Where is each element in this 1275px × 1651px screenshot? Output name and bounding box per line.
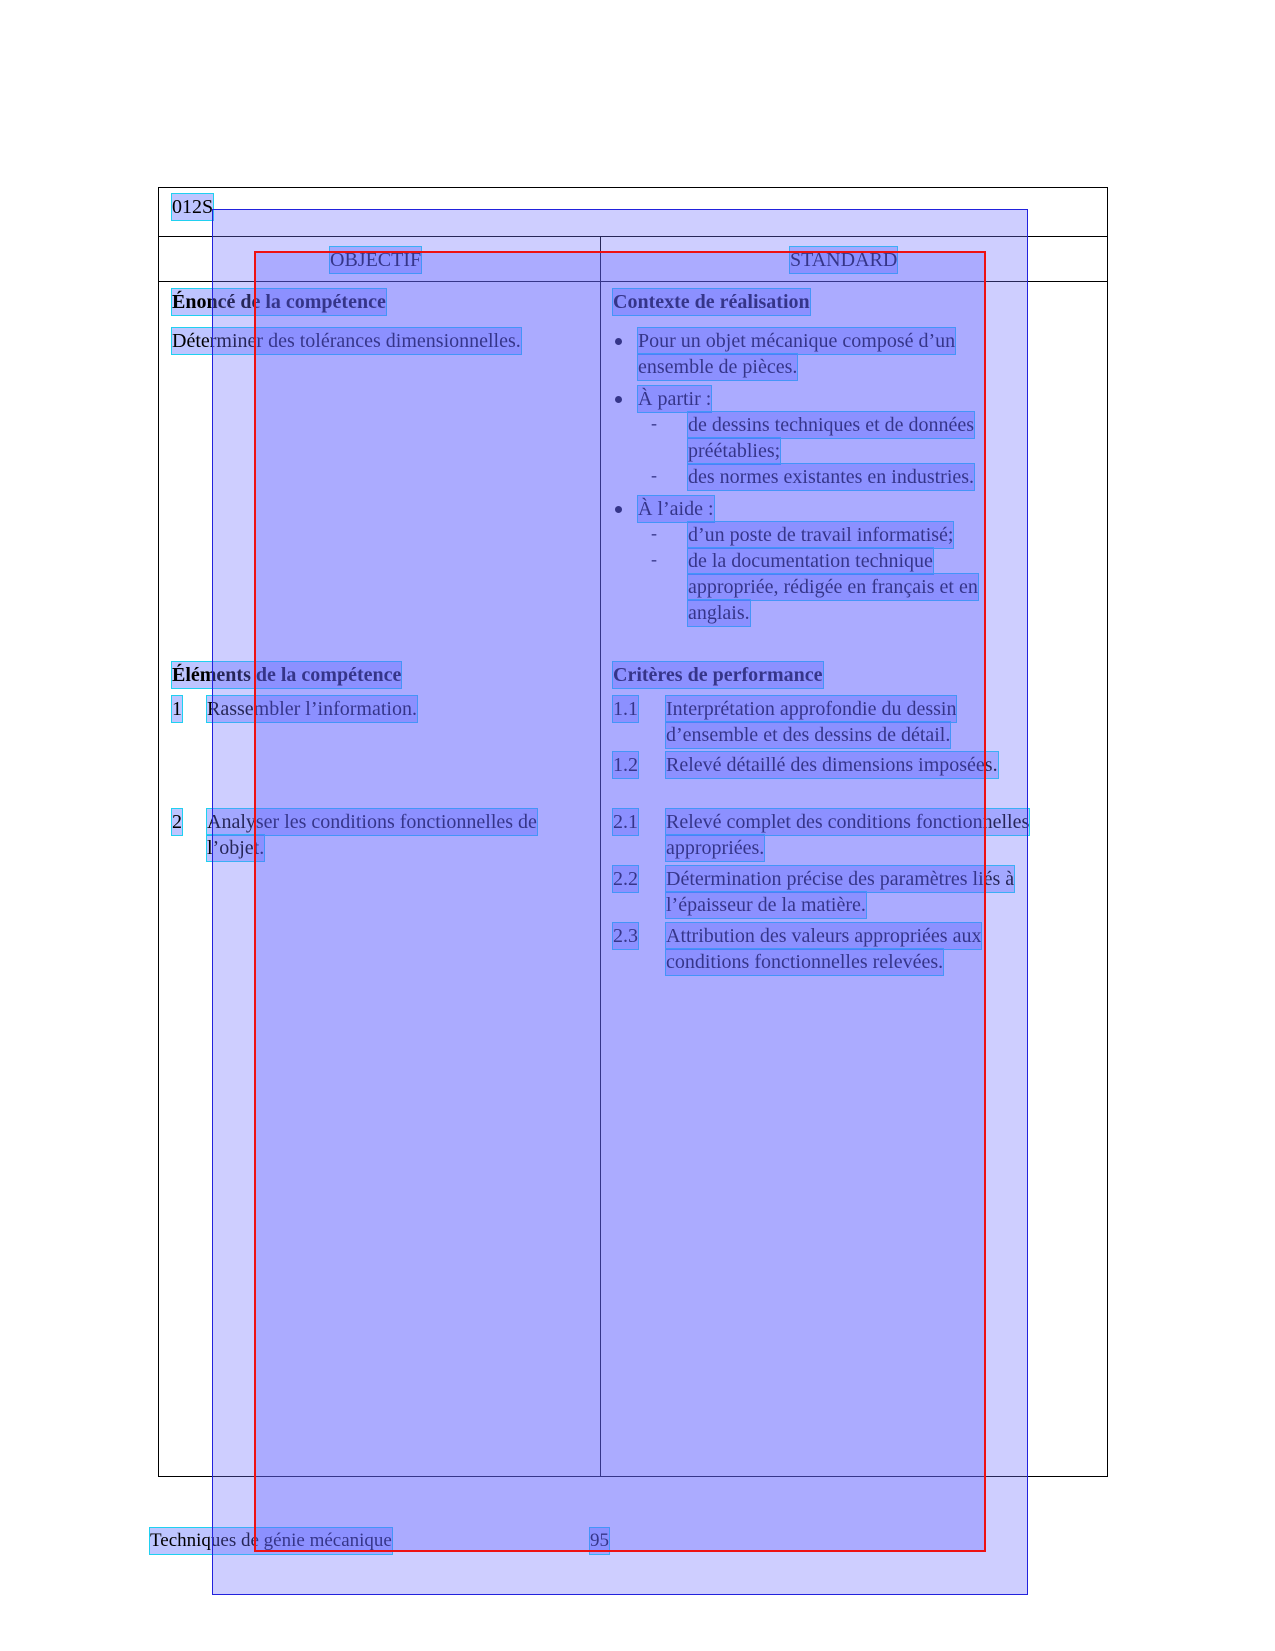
- dash-icon: -: [651, 523, 657, 543]
- critere-text: d’ensemble et des dessins de détail.: [666, 724, 951, 746]
- critere-text: Interprétation approfondie du dessin: [666, 698, 957, 720]
- criteres-title: Critères de performance: [613, 664, 823, 686]
- contexte-subitem: de la documentation technique: [688, 550, 933, 572]
- dash-icon: -: [651, 465, 657, 485]
- element-text: l’objet.: [207, 837, 265, 859]
- objectif-header: OBJECTIF: [330, 249, 422, 271]
- competence-code: 012S: [172, 196, 214, 218]
- contexte-subitem: appropriée, rédigée en français et en: [688, 576, 978, 598]
- element-text: Rassembler l’information.: [207, 698, 417, 720]
- critere-text: l’épaisseur de la matière.: [666, 894, 866, 916]
- critere-number: 1.2: [613, 754, 638, 776]
- element-number: 2: [172, 811, 182, 833]
- dash-icon: -: [651, 549, 657, 569]
- critere-text: Relevé complet des conditions fonctionnelles: [666, 811, 1030, 833]
- critere-text: appropriées.: [666, 837, 765, 859]
- critere-text: Attribution des valeurs appropriées aux: [666, 925, 982, 947]
- page-number: 95: [590, 1528, 609, 1554]
- standard-header: STANDARD: [790, 249, 898, 271]
- critere-text: Relevé détaillé des dimensions imposées.: [666, 754, 998, 776]
- contexte-item: À l’aide :: [638, 498, 714, 520]
- critere-text: conditions fonctionnelles relevées.: [666, 951, 944, 973]
- contexte-item: ensemble de pièces.: [638, 356, 798, 378]
- critere-text: Détermination précise des paramètres liés à: [666, 868, 1015, 890]
- footer-program: Techniques de génie mécanique: [150, 1528, 392, 1554]
- enonce-text: Déterminer des tolérances dimensionnelles.: [172, 330, 521, 352]
- dash-icon: -: [651, 413, 657, 433]
- contexte-subitem: d’un poste de travail informatisé;: [688, 524, 954, 546]
- contexte-item: À partir :: [638, 388, 712, 410]
- contexte-subitem: de dessins techniques et de données: [688, 414, 975, 436]
- contexte-title: Contexte de réalisation: [613, 291, 810, 313]
- contexte-item: Pour un objet mécanique composé d’un: [638, 330, 956, 352]
- critere-number: 2.3: [613, 925, 638, 947]
- critere-number: 1.1: [613, 698, 638, 720]
- enonce-title: Énoncé de la compétence: [172, 291, 386, 313]
- contexte-subitem: préétablies;: [688, 440, 781, 462]
- contexte-subitem: anglais.: [688, 602, 750, 624]
- element-text: Analyser les conditions fonctionnelles de: [207, 811, 537, 833]
- contexte-subitem: des normes existantes en industries.: [688, 466, 975, 488]
- element-number: 1: [172, 698, 182, 720]
- region-overlay-inner: [254, 251, 986, 1552]
- critere-number: 2.2: [613, 868, 638, 890]
- elements-title: Éléments de la compétence: [172, 664, 402, 686]
- critere-number: 2.1: [613, 811, 638, 833]
